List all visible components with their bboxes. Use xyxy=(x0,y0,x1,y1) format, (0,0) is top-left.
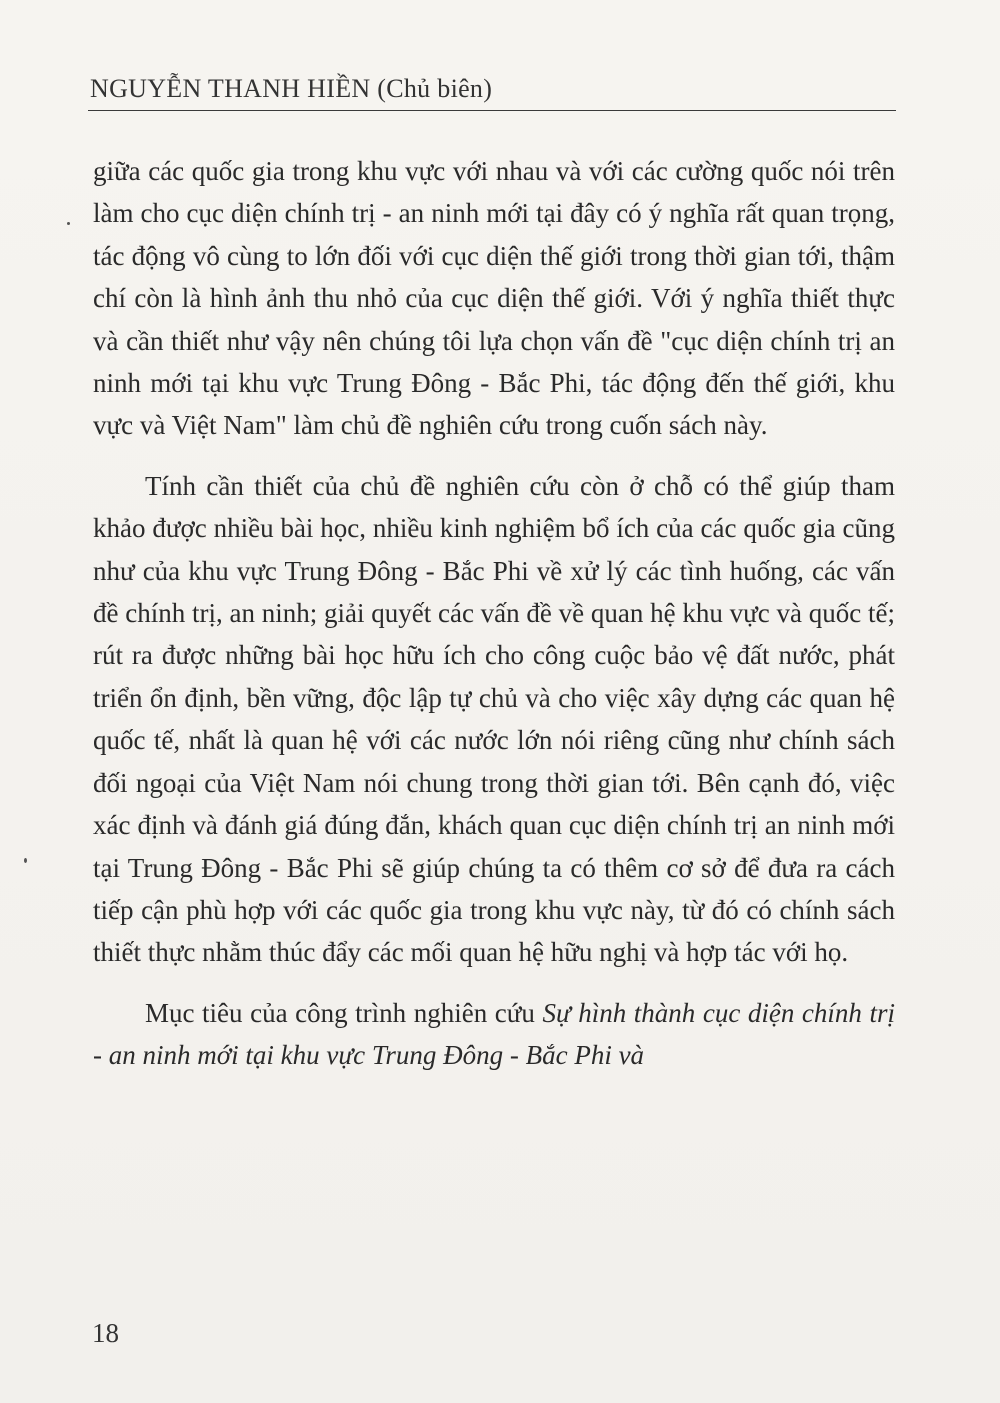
paragraph-3-italic-title: Sự hình thành cục diện chính trị - an ninh mới tại khu vực Trung Đông - Bắc Phi và xyxy=(93,997,895,1071)
paragraph-2: Tính cần thiết của chủ đề nghiên cứu còn ở chỗ có thể giúp tham khảo được nhiều bài học, nhiều kinh nghiệm bổ ích của các quốc gia cũng như của khu vực Trung Đông - Bắc Phi về xử lý các tình huống, các vấn đề chính trị, an ninh; giải quyết các vấn đề về quan hệ khu vực và quốc tế; rút ra được những bài học hữu ích cho công cuộc bảo vệ đất nước, phát triển ổn định, bền vững, độc lập tự chủ và cho việc xây dựng các quan hệ quốc tế, nhất là quan hệ với các nước lớn nói riêng cũng như chính sách đối ngoại của Việt Nam nói chung trong thời gian tới. Bên cạnh đó, việc xác định và đánh giá đúng đắn, khách quan cục diện chính trị an ninh mới tại Trung Đông - Bắc Phi sẽ giúp chúng ta có thêm cơ sở để đưa ra cách tiếp cận phù hợp với các quốc gia trong khu vực này, từ đó có chính sách thiết thực nhằm thúc đẩy các mối quan hệ hữu nghị và hợp tác với họ. xyxy=(93,470,895,968)
print-speck xyxy=(67,222,70,225)
paragraph-3-plain: Mục tiêu của công trình nghiên cứu xyxy=(145,997,543,1028)
body-text xyxy=(93,150,895,1077)
header-rule xyxy=(88,110,896,111)
paragraph-3 xyxy=(93,992,895,1077)
running-header: NGUYỄN THANH HIỀN (Chủ biên) xyxy=(90,74,493,103)
paragraph-1: giữa các quốc gia trong khu vực với nhau và với các cường quốc nói trên làm cho cục diện chính trị - an ninh mới tại đây có ý nghĩa rất quan trọng, tác động vô cùng to lớn đối với cục diện thế giới trong thời gian tới, thậm chí còn là hình ảnh thu nhỏ của cục diện thế giới. Với ý nghĩa thiết thực và cần thiết như vậy nên chúng tôi lựa chọn vấn đề "cục diện chính trị an ninh mới tại khu vực Trung Đông - Bắc Phi, tác động đến thế giới, khu vực và Việt Nam" làm chủ đề nghiên cứu trong cuốn sách này. xyxy=(93,156,895,441)
print-speck xyxy=(24,858,27,863)
page-number: 18 xyxy=(92,1318,119,1348)
